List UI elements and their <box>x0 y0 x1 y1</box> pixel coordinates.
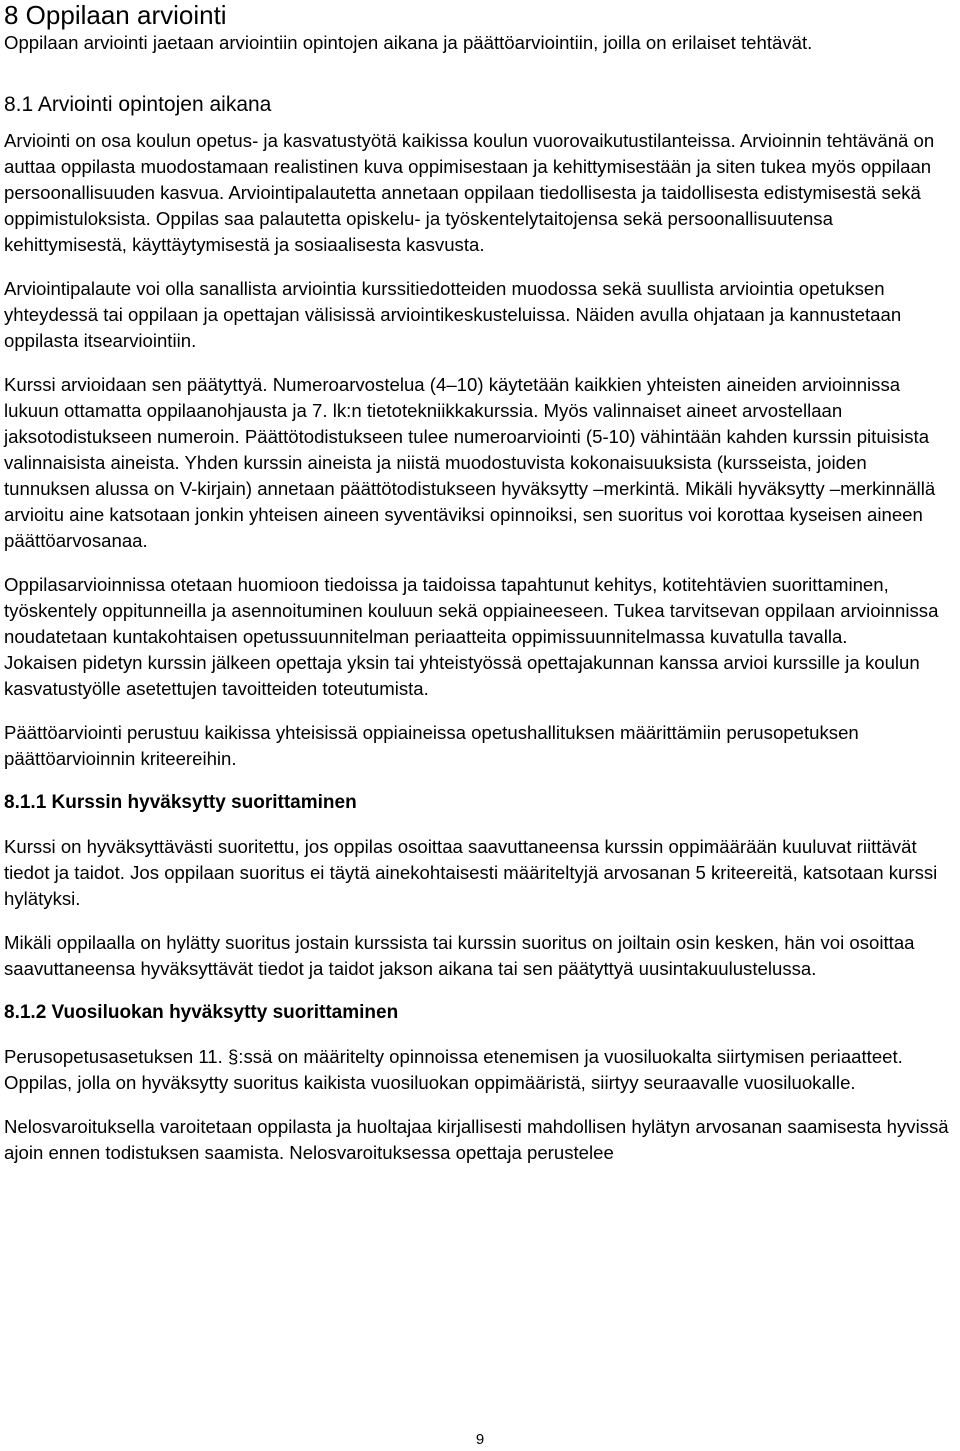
paragraph: Arviointi on osa koulun opetus- ja kasvatustyötä kaikissa koulun vuorovaikutustilanteissa. Arvioinnin tehtävänä on auttaa oppilasta muodostamaan realistinen kuva oppimisestaan ja kehittymisestään ja siten tukea myös oppilaan persoonallisuuden kasvua. Arviointipalautetta annetaan oppilaan tiedollisesta ja taidollisesta edistymisestä sekä oppimistuloksista. Oppilas saa palautetta opiskelu- ja työskentelytaitojensa sekä persoonallisuutensa kehittymisestä, käyttäytymisestä ja sosiaalisesta kasvusta. <box>4 130 935 255</box>
paragraph: Päättöarviointi perustuu kaikissa yhteisissä oppiaineissa opetushallituksen määrittämiin perusopetuksen päättöarvioinnin kriteereihin. <box>4 722 859 769</box>
section-heading-8-1: 8.1 Arviointi opintojen aikana <box>4 93 272 116</box>
section-heading-8-1-2: 8.1.2 Vuosiluokan hyväksytty suorittaminen <box>4 1002 399 1023</box>
intro-paragraph: Oppilaan arviointi jaetaan arviointiin opintojen aikana ja päättöarviointiin, joilla on erilaiset tehtävät. <box>4 32 813 53</box>
chapter-heading: 8 Oppilaan arviointi <box>4 0 227 30</box>
paragraph: Arviointipalaute voi olla sanallista arviointia kurssitiedotteiden muodossa sekä suullista arviointia opetuksen yhteydessä tai oppilaan ja opettajan välisissä arviointikeskusteluissa. Näiden avulla ohjataan ja kannustetaan oppilasta itsearviointiin. <box>4 278 902 351</box>
paragraph: Kurssi arvioidaan sen päätyttyä. Numeroarvostelua (4–10) käytetään kaikkien yhteisten aineiden arvioinnissa lukuun ottamatta oppilaanohjausta ja 7. lk:n tietotekniikkakurssia. Myös valinnaiset aineet arvostellaan jaksotodistukseen numeroin. Päättötodistukseen tulee numeroarviointi (5-10) vähintään kahden kurssin pituisista valinnaisista aineista. Yhden kurssin aineista ja niistä muodostuvista kokonaisuuksista (kursseista, joiden tunnuksen alussa on V-kirjain) annetaan päättötodistukseen hyväksytty –merkintä. Mikäli hyväksytty –merkinnällä arvioitu aine katsotaan jonkin yhteisen aineen syventäviksi opinnoiksi, sen suoritus voi korottaa kyseisen aineen päättöarvosanaa. <box>4 374 936 551</box>
page-number: 9 <box>475 1431 485 1448</box>
paragraph: Kurssi on hyväksyttävästi suoritettu, jos oppilas osoittaa saavuttaneensa kurssin oppimäärään kuuluvat riittävät tiedot ja taidot. Jos oppilaan suoritus ei täytä ainekohtaisesti määriteltyjä arvosanan 5 kriteereitä, katsotaan kurssi hylätyksi. <box>4 836 938 909</box>
paragraph: Mikäli oppilaalla on hylätty suoritus jostain kurssista tai kurssin suoritus on joiltain osin kesken, hän voi osoittaa saavuttaneensa hyväksyttävät tiedot ja taidot jakson aikana tai sen päätyttyä uusintakuulustelussa. <box>4 932 915 979</box>
document-page <box>4 0 952 1166</box>
paragraph: Nelosvaroituksella varoitetaan oppilasta ja huoltajaa kirjallisesti mahdollisen hylätyn arvosanan saamisesta hyvissä ajoin ennen todistuksen saamista. Nelosvaroituksessa opettaja perustelee <box>4 1116 949 1163</box>
paragraph: Perusopetusasetuksen 11. §:ssä on määritelty opinnoissa etenemisen ja vuosiluokalta siirtymisen periaatteet. Oppilas, jolla on hyväksytty suoritus kaikista vuosiluokan oppimääristä, siirtyy seuraavalle vuosiluokalle. <box>4 1046 903 1093</box>
paragraph: Jokaisen pidetyn kurssin jälkeen opettaja yksin tai yhteistyössä opettajakunnan kanssa arvioi kurssille ja koulun kasvatustyölle asetettujen tavoitteiden toteutumista. <box>4 652 920 699</box>
section-heading-8-1-1: 8.1.1 Kurssin hyväksytty suorittaminen <box>4 792 357 813</box>
paragraph: Oppilasarvioinnissa otetaan huomioon tiedoissa ja taidoissa tapahtunut kehitys, kotitehtävien suorittaminen, työskentely oppitunneilla ja asennoituminen kouluun sekä oppiaineeseen. Tukea tarvitsevan oppilaan arvioinnissa noudatetaan kuntakohtaisen opetussuunnitelman periaatteita oppimissuunnitelmassa kuvatulla tavalla. <box>4 574 939 647</box>
